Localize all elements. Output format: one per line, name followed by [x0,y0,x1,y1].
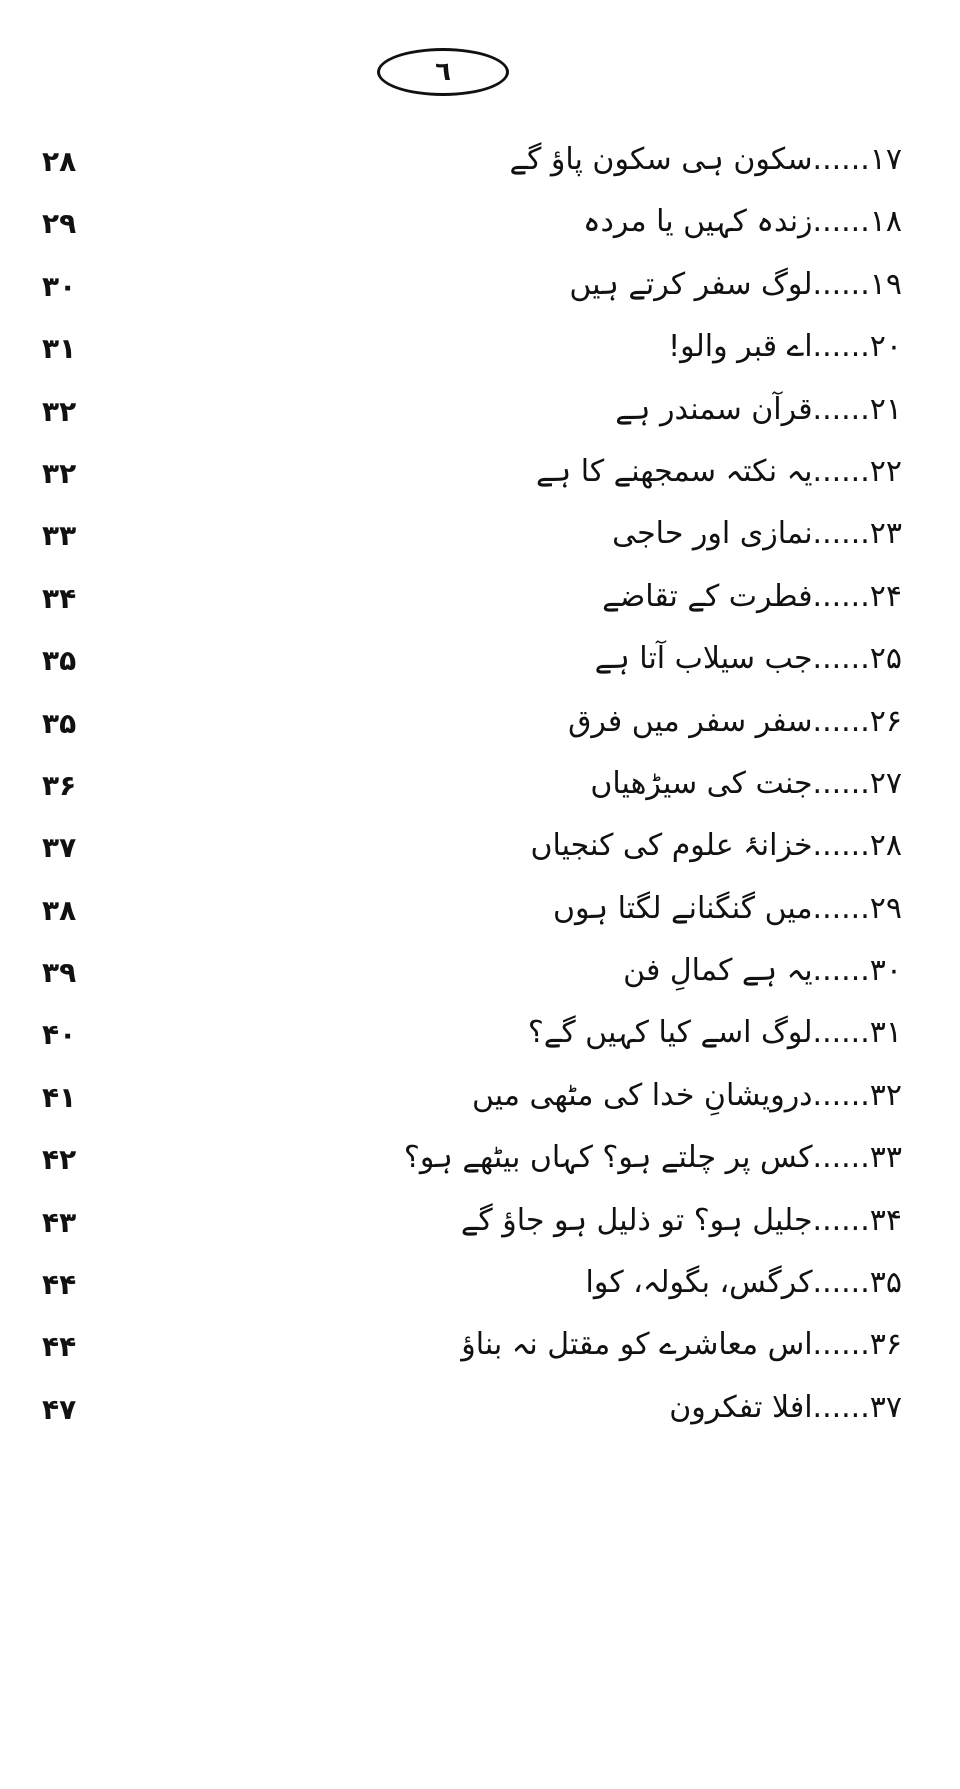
toc-entry-title: ۳۵......کرگس، بگولہ، کوا [585,1265,902,1301]
toc-entry-page: ۴۱ [42,1080,77,1114]
toc-row [0,881,960,943]
toc-entry-title: ۱۸......زندہ کہیں یا مردہ [582,204,902,240]
toc-row [0,444,960,506]
toc-entry-page: ۴۲ [42,1143,77,1177]
toc-row [0,257,960,319]
toc-entry-page: ۳۳ [42,519,77,553]
toc-entry-page: ۳۲ [42,456,77,490]
toc-row [0,319,960,381]
toc-entry-page: ۴۰ [42,1018,77,1052]
toc-entry-title: ۳۱......لوگ اسے کیا کہیں گے؟ [527,1015,902,1051]
toc-entry-title: ۲۹......میں گنگنانے لگتا ہوں [552,890,902,926]
toc-row [0,194,960,256]
toc-entry-title: ۳۶......اس معاشرے کو مقتل نہ بناؤ [461,1327,902,1363]
toc-entry-page: ۳۵ [42,644,77,678]
toc-entry-page: ۳۴ [42,581,77,615]
toc-row [0,631,960,693]
page-number: ٦ [435,57,451,87]
toc-entry-title: ۲۶......سفر سفر میں فرق [568,703,902,739]
toc-row [0,1130,960,1192]
toc-row [0,1380,960,1442]
toc-entry-page: ۳۵ [42,706,77,740]
toc-entry-page: ۲۹ [42,207,77,241]
toc-entry-title: ۲۷......جنت کی سیڑھیاں [590,765,902,801]
table-of-contents [0,132,960,1442]
toc-entry-page: ۳۱ [42,332,77,366]
toc-row [0,382,960,444]
toc-row [0,1193,960,1255]
toc-row [0,1317,960,1379]
toc-entry-page: ۲۸ [42,145,77,178]
page-number-oval [377,48,509,96]
toc-entry-title: ۱۹......لوگ سفر کرتے ہیں [569,266,902,302]
toc-entry-title: ۲۱......قرآن سمندر ہے [615,391,902,427]
toc-row [0,943,960,1005]
toc-entry-title: ۲۴......فطرت کے تقاضے [602,578,902,614]
toc-entry-title: ۳۲......درویشانِ خدا کی مٹھی میں [471,1077,902,1113]
toc-row [0,1068,960,1130]
toc-entry-page: ۴۷ [42,1392,77,1426]
toc-entry-title: ۲۰......اے قبر والو! [668,329,902,365]
toc-entry-page: ۳۸ [42,893,77,927]
toc-entry-title: ۲۲......یہ نکتہ سمجھنے کا ہے [536,453,902,489]
toc-row [0,694,960,756]
toc-entry-page: ۳۰ [42,269,77,303]
toc-entry-title: ۱۷......سکون ہی سکون پاؤ گے [509,142,902,177]
toc-entry-page: ۳۹ [42,956,77,990]
toc-row [0,1255,960,1317]
toc-entry-title: ۳۰......یہ ہے کمالِ فن [623,953,902,989]
toc-entry-title: ۳۷......افلا تفکرون [669,1389,902,1425]
toc-row [0,818,960,880]
toc-entry-page: ۴۳ [42,1205,77,1239]
toc-entry-page: ۳۶ [42,768,77,802]
toc-entry-title: ۲۸......خزانۂ علوم کی کنجیاں [530,828,902,864]
toc-entry-page: ۴۴ [42,1330,77,1364]
toc-row [0,569,960,631]
toc-entry-page: ۴۴ [42,1268,77,1302]
toc-entry-title: ۳۴......جلیل ہو؟ تو ذلیل ہو جاؤ گے [460,1202,902,1238]
toc-row [0,756,960,818]
toc-row [0,1005,960,1067]
toc-entry-title: ۳۳......کس پر چلتے ہو؟ کہاں بیٹھے ہو؟ [403,1140,902,1176]
toc-row [0,132,960,194]
toc-entry-title: ۲۵......جب سیلاب آتا ہے [594,641,902,677]
toc-entry-title: ۲۳......نمازی اور حاجی [612,516,902,552]
toc-entry-page: ۳۲ [42,394,77,428]
toc-entry-page: ۳۷ [42,831,77,865]
toc-row [0,506,960,568]
